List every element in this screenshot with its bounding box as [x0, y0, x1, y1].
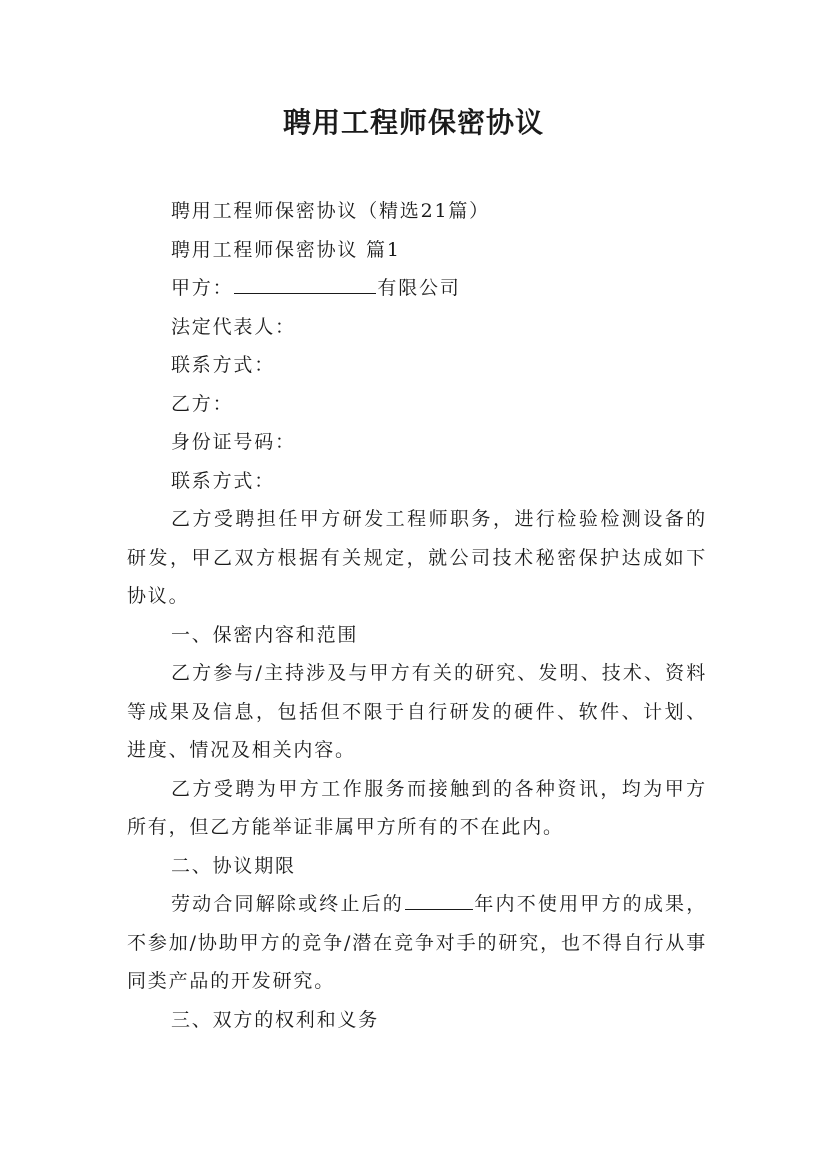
- section-2-heading: 二、协议期限: [171, 854, 296, 877]
- party-a-label: 甲方：: [171, 277, 234, 299]
- section-2-text-before-blank: 劳动合同解除或终止后的: [171, 893, 404, 915]
- section-2-paragraph-1: [127, 885, 707, 1001]
- id-number-line: 身份证号码：: [171, 431, 296, 453]
- part-heading: 聘用工程师保密协议 篇1: [171, 238, 401, 261]
- party-b-contact-line: 联系方式：: [171, 469, 276, 492]
- party-b-line: 乙方：: [171, 392, 234, 415]
- section-1-paragraph-1: 乙方参与/主持涉及与甲方有关的研究、发明、技术、资料等成果及信息，包括但不限于自行研发的硬件、软件、计划、进度、情况及相关内容。: [127, 662, 707, 761]
- document-subtitle: 聘用工程师保密协议（精选21篇）: [171, 200, 490, 222]
- party-a-line: [127, 269, 707, 308]
- section-3-heading: 三、双方的权利和义务: [171, 1008, 380, 1031]
- section-1-heading: 一、保密内容和范围: [171, 623, 359, 646]
- document-body: [127, 192, 707, 1039]
- section-1-paragraph-2: 乙方受聘为甲方工作服务而接触到的各种资讯，均为甲方所有，但乙方能举证非属甲方所有的不在此内。: [127, 777, 707, 838]
- party-a-contact-line: 联系方式：: [171, 354, 276, 376]
- document-title: 聘用工程师保密协议: [282, 106, 544, 139]
- legal-representative-line: 法定代表人：: [171, 315, 296, 338]
- party-a-suffix: 有限公司: [377, 277, 461, 299]
- section-2-text-after-blank: 年内不使用甲方的成果，不参加/协助甲方的竞争/潜在竞争对手的研究，也不得自行从事同类产品的开发研究。: [127, 893, 707, 992]
- intro-paragraph: 乙方受聘担任甲方研发工程师职务，进行检验检测设备的研发，甲乙双方根据有关规定，就公司技术秘密保护达成如下协议。: [127, 508, 707, 607]
- years-blank: [405, 890, 473, 910]
- company-name-blank: [234, 274, 376, 294]
